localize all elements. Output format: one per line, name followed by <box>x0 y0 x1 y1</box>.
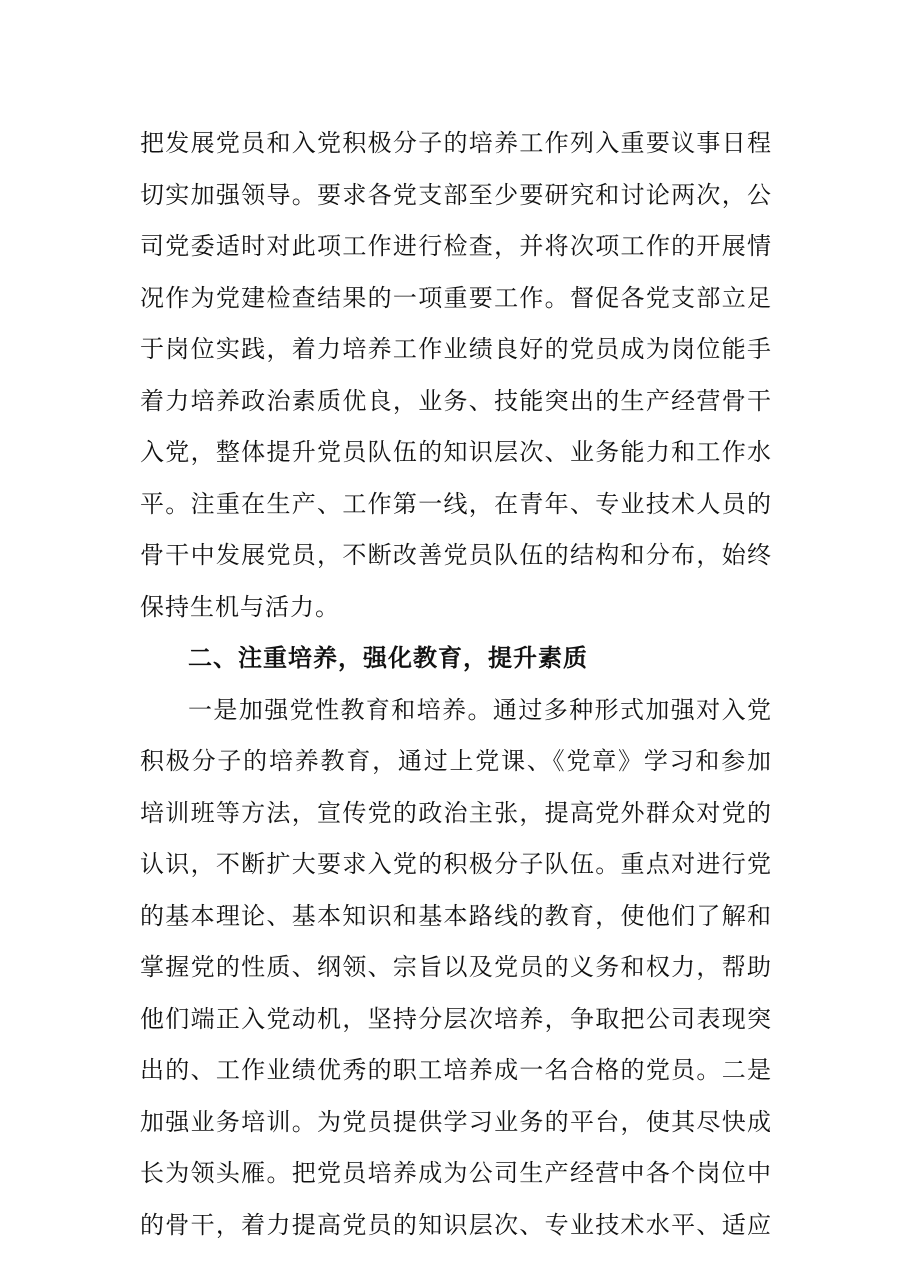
body-line: 出的、工作业绩优秀的职工培养成一名合格的党员。二是 <box>140 1056 772 1084</box>
body-line: 着力培养政治素质优良，业务、技能突出的生产经营骨干 <box>140 386 772 415</box>
body-line: 加强业务培训。为党员提供学习业务的平台，使其尽快成 <box>140 1107 772 1136</box>
body-line: 认识，不断扩大要求入党的积极分子队伍。重点对进行党 <box>140 850 772 878</box>
body-line: 他们端正入党动机，坚持分层次培养，争取把公司表现突 <box>140 1004 772 1033</box>
body-line: 况作为党建检查结果的一项重要工作。督促各党支部立足 <box>140 283 772 312</box>
body-line: 长为领头雁。把党员培养成为公司生产经营中各个岗位中 <box>140 1159 772 1187</box>
body-line: 培训班等方法，宣传党的政治主张，提高党外群众对党的 <box>140 798 772 827</box>
body-line: 切实加强领导。要求各党支部至少要研究和讨论两次，公 <box>140 180 772 209</box>
body-line: 骨干中发展党员，不断改善党员队伍的结构和分布，始终 <box>140 541 772 569</box>
body-line: 保持生机与活力。 <box>140 592 340 621</box>
body-line: 把发展党员和入党积极分子的培养工作列入重要议事日程 <box>140 129 772 157</box>
paragraph-first-line: 一是加强党性教育和培养。通过多种形式加强对入党 <box>188 695 772 724</box>
body-line: 于岗位实践，着力培养工作业绩良好的党员成为岗位能手 <box>140 335 772 363</box>
body-line: 的骨干，着力提高党员的知识层次、专业技术水平、适应 <box>140 1210 772 1239</box>
body-line: 的基本理论、基本知识和基本路线的教育，使他们了解和 <box>140 901 772 930</box>
body-line: 掌握党的性质、纲领、宗旨以及党员的义务和权力，帮助 <box>140 953 772 981</box>
body-line: 司党委适时对此项工作进行检查，并将次项工作的开展情 <box>140 232 772 260</box>
body-line: 积极分子的培养教育，通过上党课、《党章》学习和参加 <box>140 747 772 775</box>
section-heading: 二、注重培养，强化教育，提升素质 <box>188 644 588 672</box>
body-line: 平。注重在生产、工作第一线，在青年、专业技术人员的 <box>140 489 772 518</box>
document-body <box>140 118 772 1251</box>
body-line: 入党，整体提升党员队伍的知识层次、业务能力和工作水 <box>140 438 772 466</box>
